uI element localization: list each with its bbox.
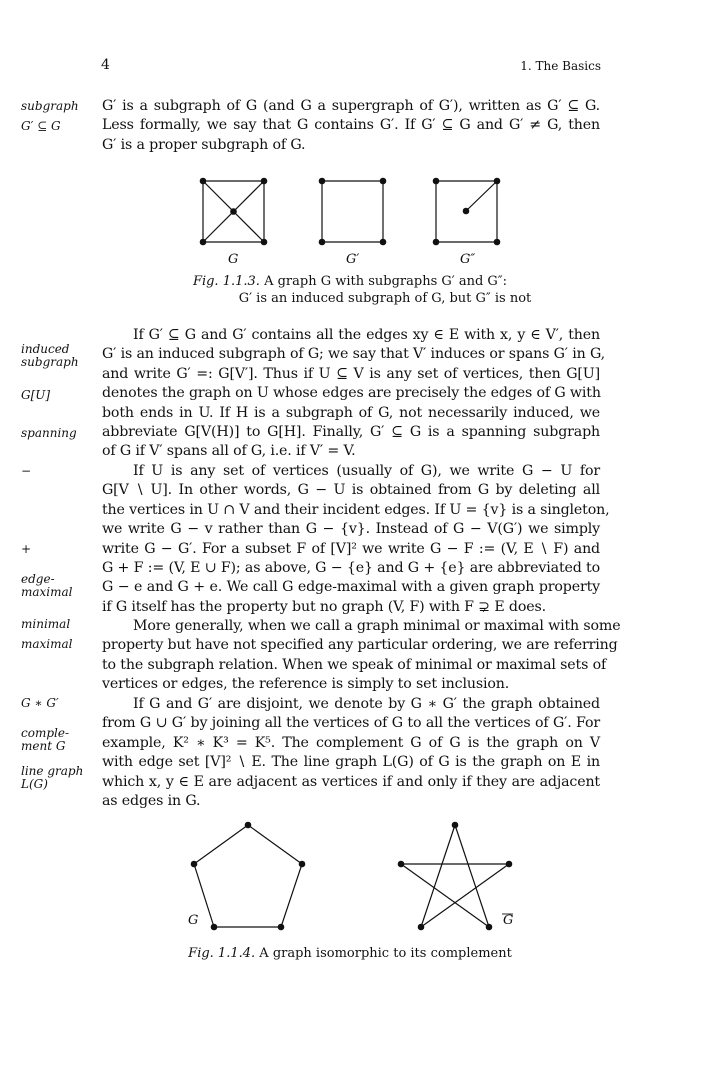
- figure-caption-1-1-4: [150, 945, 550, 962]
- text-line: Less formally, we say that G contains G′. If G′ ⊆ G and G′ ≠ G, then: [102, 117, 600, 134]
- text-line: vertices or edges, the reference is simply to set inclusion.: [102, 676, 510, 693]
- text-line: abbreviate G[V(H)] to G[H]. Finally, G′ ⊆ G is a spanning subgraph: [102, 424, 600, 441]
- margin-note-minus: −: [21, 464, 32, 478]
- text-line: from G ∪ G′ by joining all the vertices of G to all the vertices of G′. For: [102, 715, 600, 732]
- margin-note-complement: comple- ment G: [21, 726, 69, 753]
- margin-note-join: G ∗ G′: [21, 696, 59, 710]
- running-header: 1. The Basics: [520, 59, 601, 73]
- text-line: G′ is a subgraph of G (and G a supergraph of G′), written as G′ ⊆ G.: [102, 98, 600, 114]
- text-line: write G − G′. For a subset F of [V]² we write G − F := (V, E ∖ F) and: [102, 540, 600, 557]
- page-number: 4: [101, 57, 110, 73]
- text-line: the vertices in U ∩ V and their incident edges. If U = {v} is a singleton,: [102, 501, 610, 518]
- margin-note-edge-maximal: edge-maximal: [21, 572, 73, 599]
- caption-label: Fig. 1.1.3.: [192, 274, 260, 289]
- text-line: and write G′ =: G[V′]. Thus if U ⊆ V is any set of vertices, then G[U]: [102, 365, 600, 382]
- margin-note-maximal: maximal: [21, 637, 73, 651]
- text-line: if G itself has the property but no graph (V, F) with F ⊋ E does.: [102, 598, 546, 615]
- margin-note-plus: +: [21, 542, 32, 556]
- margin-note-subgraph: subgraph: [21, 99, 79, 113]
- text-line: we write G − v rather than G − {v}. Instead of G − V(G′) we simply: [102, 521, 600, 538]
- caption-label: Fig. 1.1.4.: [188, 946, 256, 961]
- figure-label-g-prime: G′: [346, 252, 360, 267]
- caption-text: A graph G with subgraphs G′ and G″:: [264, 274, 508, 289]
- margin-note-subgraph-symbol: G′ ⊆ G: [21, 119, 61, 133]
- text-line: G + F := (V, E ∪ F); as above, G − {e} and G + {e} are abbreviated to: [102, 560, 600, 577]
- margin-note-g-u: G[U]: [21, 388, 51, 402]
- text-line: of G if V′ spans all of G, i.e. if V′ = V.: [102, 443, 356, 460]
- text-line: example, K² ∗ K³ = K⁵. The complement G of G is the graph on V: [102, 734, 600, 751]
- text-line: G′ is a proper subgraph of G.: [102, 136, 306, 153]
- caption-text: G′ is an induced subgraph of G, but G″ is not: [238, 291, 532, 306]
- text-line: with edge set [V]² ∖ E. The line graph L(G) of G is the graph on E in: [102, 754, 600, 771]
- text-line: which x, y ∈ E are adjacent as vertices if and only if they are adjacent: [102, 773, 600, 790]
- text-line: If U is any set of vertices (usually of G), we write G − U for: [133, 463, 600, 479]
- text-line: More generally, when we call a graph minimal or maximal with some: [133, 618, 621, 634]
- margin-note-line-graph: line graph L(G): [21, 764, 84, 791]
- text-line: G − e and G + e. We call G edge-maximal with a given graph property: [102, 579, 600, 596]
- text-line: to the subgraph relation. When we speak of minimal or maximal sets of: [102, 656, 607, 673]
- text-line: as edges in G.: [102, 793, 201, 810]
- figure-label-g: G: [188, 913, 199, 928]
- caption-text: A graph isomorphic to its complement: [259, 946, 512, 961]
- text-line: G[V ∖ U]. In other words, G − U is obtained from G by deleting all: [102, 482, 600, 499]
- margin-note-induced-subgraph: induced subgraph: [21, 342, 79, 369]
- text-line: both ends in U. If H is a subgraph of G, not necessarily induced, we: [102, 404, 600, 421]
- figure-label-g-complement: G: [503, 913, 514, 928]
- figure-label-g: G: [228, 252, 239, 267]
- text-line: If G′ ⊆ G and G′ contains all the edges xy ∈ E with x, y ∈ V′, then: [133, 327, 600, 343]
- text-line: G′ is an induced subgraph of G; we say that V′ induces or spans G′ in G,: [102, 346, 605, 363]
- figure-label-g-double-prime: G″: [460, 252, 476, 267]
- margin-note-minimal: minimal: [21, 617, 71, 631]
- text-line: property but have not specified any particular ordering, we are referring: [102, 637, 618, 654]
- graph-pentagon: [191, 822, 306, 931]
- text-line: If G and G′ are disjoint, we denote by G ∗ G′ the graph obtained: [133, 696, 600, 712]
- graph-pentagram: [398, 822, 513, 931]
- text-line: denotes the graph on U whose edges are precisely the edges of G with: [102, 385, 601, 402]
- margin-note-spanning: spanning: [21, 426, 77, 440]
